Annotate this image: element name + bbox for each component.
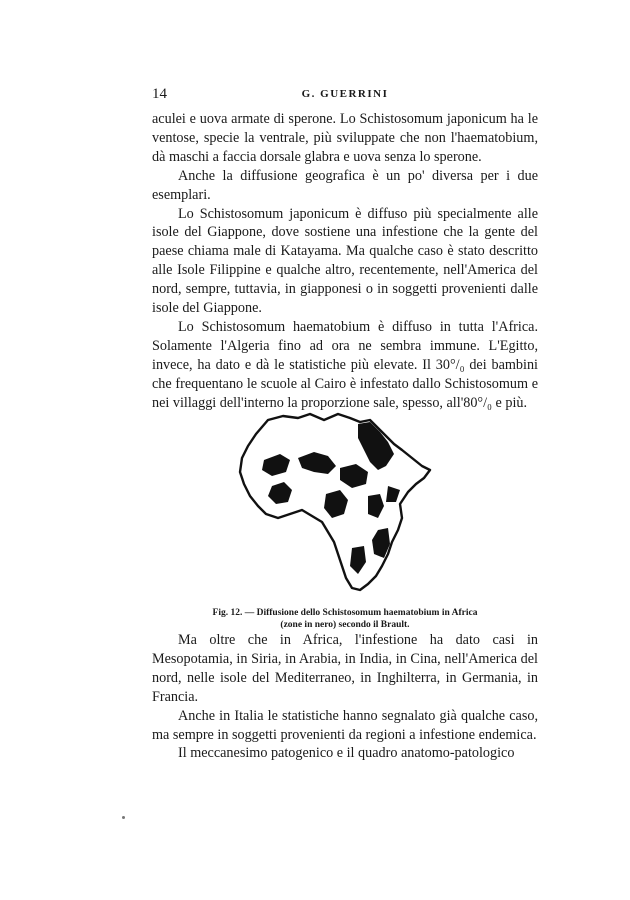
caption-line-1: Fig. 12. — Diffusione dello Schistosomum haematobium in Africa <box>212 608 478 618</box>
zone-south <box>350 546 366 574</box>
figure-caption <box>160 607 530 631</box>
zone-east <box>386 486 400 502</box>
zone-congo <box>324 490 348 518</box>
zone-central <box>340 464 368 488</box>
paragraph: Lo Schistosomum japonicum è diffuso più specialmente alle isole del Giappone, dove sostiene una infestione che la gente del paese chiama male di Katayama. Ma qualche caso è stato descritto alle Isole Filippine e qualche altro, recentemente, nell'America del nord, sempre, tuttavia, in giapponesi o in soggetti provenienti dalle isole del Giappone. <box>152 205 538 317</box>
zone-niger-chad <box>298 452 336 474</box>
paragraph: Ma oltre che in Africa, l'infestione ha dato casi in Mesopotamia, in Siria, in Arabia, in India, in Cina, nell'America del nord, nelle isole del Mediterraneo, in Inghilterra, in Germania, in Francia. <box>152 632 538 705</box>
page-header <box>152 86 538 104</box>
zone-egypt-sudan <box>358 422 394 470</box>
zone-west-coast <box>268 482 292 504</box>
paragraph: Lo Schistosomum haematobium è diffuso in tutta l'Africa. Solamente l'Algeria fino ad ora ne sembra immune. L'Egitto, invece, ha dato e dà le statistiche più elevate. Il 30°/₀ dei bambini che frequentano le scuole al Cairo è infestato dallo Schistosomum e nei villaggi dell'interno la proporzione sale, spesso, all'80°/₀ e più. <box>152 318 538 411</box>
caption-line-2: (zone in nero) secondo il Brault. <box>280 620 410 630</box>
zone-lakes <box>368 494 384 518</box>
running-head: G. GUERRINI <box>301 88 389 100</box>
stray-mark <box>122 816 125 819</box>
paragraph-continuation: aculei e uova armate di sperone. Lo Schistosomum japonicum ha le ventose, specie la ventrale, più sviluppate che non l'haematobium, dà maschi a faccia dorsale glabra e uova senza lo sperone. <box>152 111 538 165</box>
paragraph: Anche la diffusione geografica è un po' diversa per i due esemplari. <box>152 167 538 203</box>
paragraph: Anche in Italia le statistiche hanno segnalato già qualche caso, ma sempre in soggetti provenienti da regioni a infestione endemica. <box>152 707 538 743</box>
page-number: 14 <box>152 86 167 102</box>
zone-west-sahel <box>262 454 290 476</box>
africa-map-figure <box>228 410 444 600</box>
body-text-top <box>152 110 538 413</box>
body-text-bottom <box>152 631 538 763</box>
paragraph: Il meccanesimo patogenico e il quadro anatomo-patologico <box>178 745 515 762</box>
